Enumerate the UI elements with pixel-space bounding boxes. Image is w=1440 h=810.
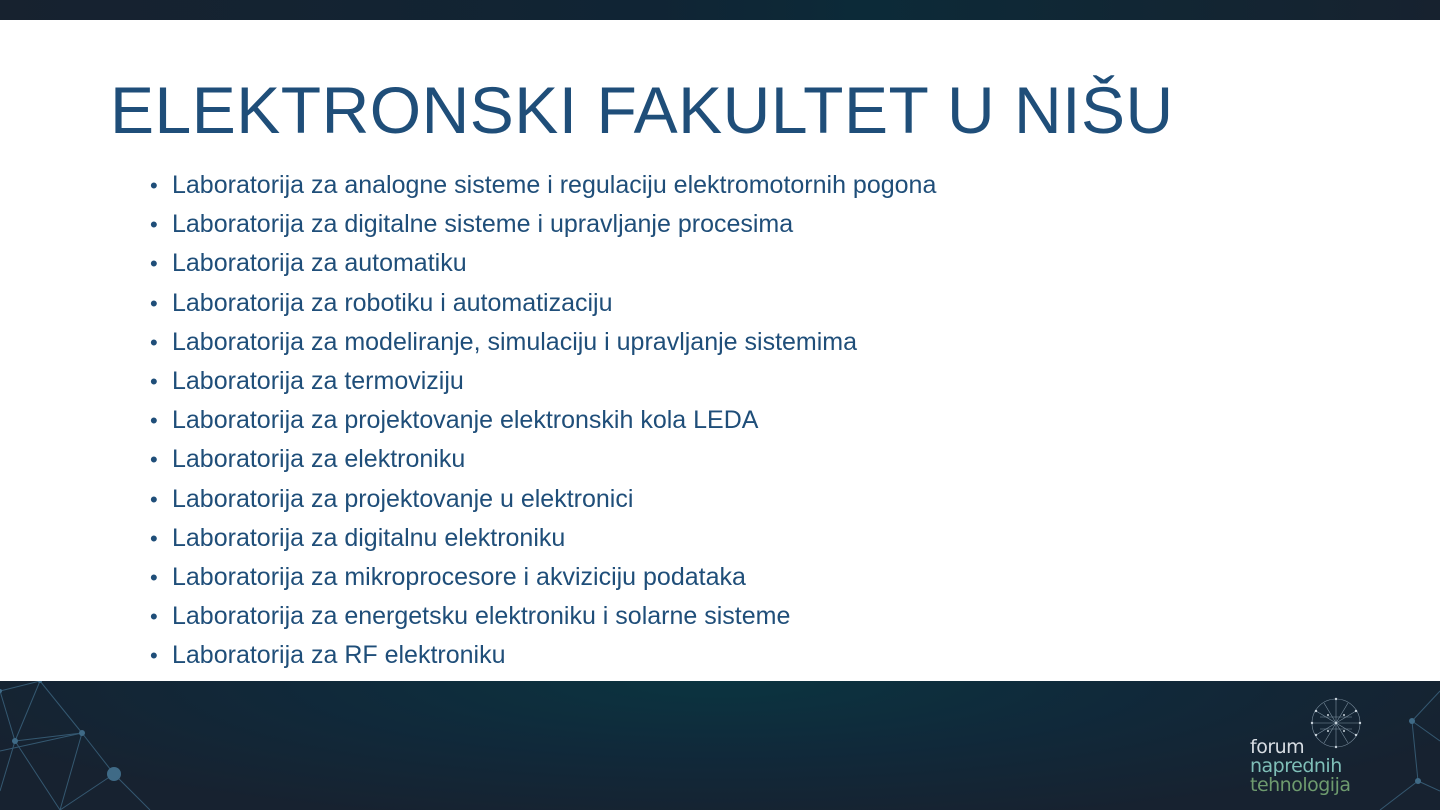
list-item	[150, 401, 936, 440]
list-item	[150, 362, 936, 401]
list-item	[150, 440, 936, 479]
logo-line-forum: forum	[1250, 736, 1305, 758]
bullet-icon: •	[150, 643, 158, 669]
network-decoration-icon	[1370, 681, 1440, 810]
bullet-icon: •	[150, 486, 158, 512]
list-item	[150, 558, 936, 597]
bullet-icon: •	[150, 525, 158, 551]
bullet-icon: •	[150, 173, 158, 198]
lab-name: Laboratorija za energetsku elektroniku i solarne sisteme	[172, 602, 791, 631]
lab-name: Laboratorija za digitalnu elektroniku	[172, 523, 566, 552]
bullet-icon: •	[150, 604, 158, 630]
bullet-icon: •	[150, 290, 158, 316]
bullet-icon: •	[150, 251, 158, 277]
lab-name: Laboratorija za elektroniku	[172, 445, 466, 474]
bullet-icon: •	[150, 564, 158, 590]
slide-title: ELEKTRONSKI FAKULTET U NIŠU	[110, 73, 1174, 147]
lab-name: Laboratorija za modeliranje, simulaciju i upravljanje sistemima	[172, 327, 858, 356]
bullet-icon: •	[150, 408, 158, 434]
logo-wordmark	[1250, 738, 1351, 795]
lab-name: Laboratorija za projektovanje u elektronici	[172, 484, 634, 513]
lab-name: Laboratorija za robotiku i automatizaciju	[172, 288, 613, 317]
lab-name: Laboratorija za termoviziju	[172, 366, 464, 395]
bullet-icon: •	[150, 368, 158, 394]
bullet-icon: •	[150, 212, 158, 238]
logo-line-tehnologija: tehnologija	[1250, 774, 1351, 796]
forum-logo	[1250, 693, 1380, 808]
lab-name: Laboratorija za RF elektroniku	[172, 641, 506, 670]
lab-name: Laboratorija za digitalne sisteme i upravljanje procesima	[172, 210, 794, 239]
network-decoration-icon	[0, 681, 170, 810]
lab-name: Laboratorija za projektovanje elektronskih kola LEDA	[172, 406, 759, 435]
logo-line-naprednih: naprednih	[1250, 755, 1342, 777]
laboratory-list	[150, 166, 936, 675]
list-item	[150, 636, 936, 675]
list-item	[150, 205, 936, 244]
list-item	[150, 244, 936, 283]
list-item	[150, 597, 936, 636]
bullet-icon: •	[150, 329, 158, 355]
list-item	[150, 480, 936, 519]
bullet-icon: •	[150, 447, 158, 473]
list-item	[150, 519, 936, 558]
list-item	[150, 166, 936, 205]
list-item	[150, 323, 936, 362]
list-item	[150, 284, 936, 323]
bottom-footer-bar	[0, 681, 1440, 810]
lab-name: Laboratorija za analogne sisteme i regulaciju elektromotornih pogona	[172, 171, 937, 199]
lab-name: Laboratorija za mikroprocesore i akviziciju podataka	[172, 562, 746, 591]
top-header-bar	[0, 0, 1440, 20]
lab-name: Laboratorija za automatiku	[172, 249, 467, 278]
